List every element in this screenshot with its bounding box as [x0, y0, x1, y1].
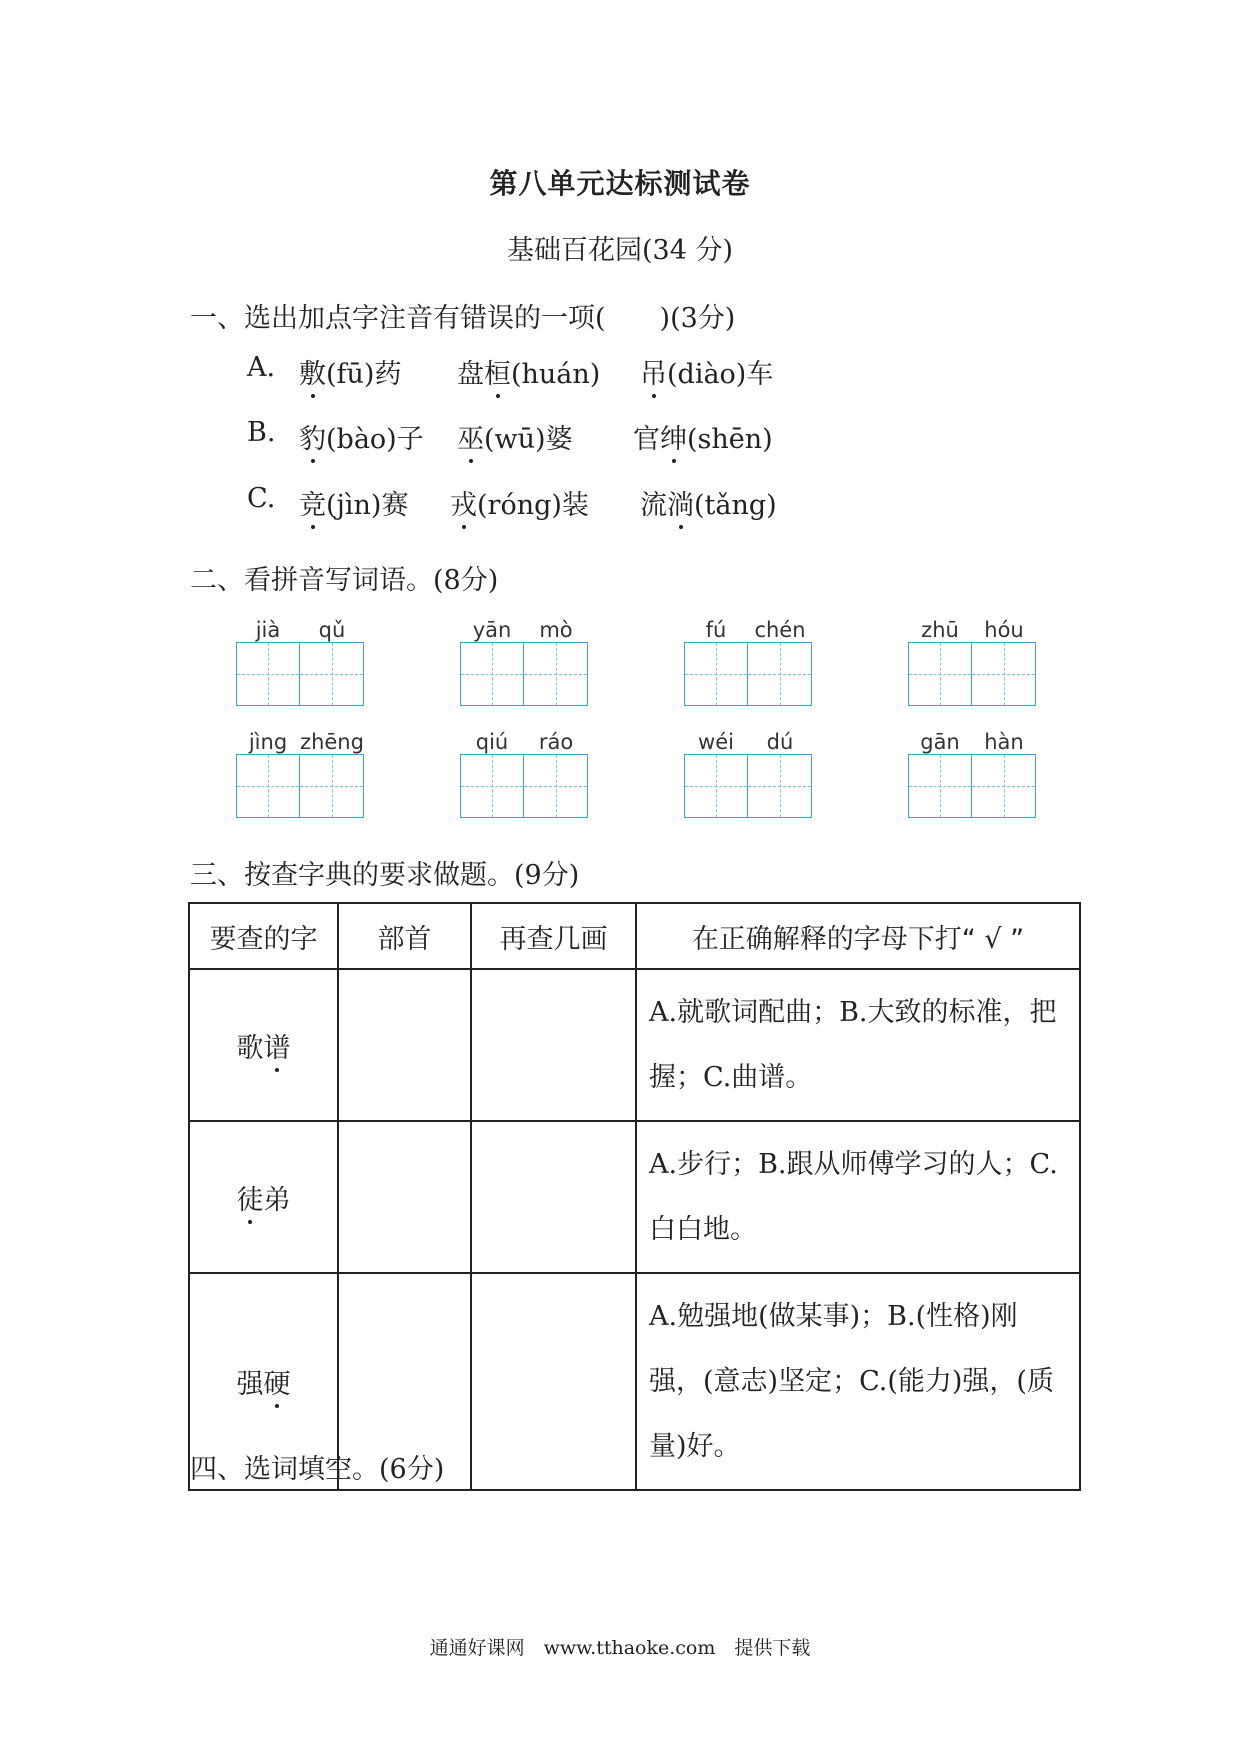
pinyin-word-4 — [908, 618, 1036, 706]
pinyin-label: ráo — [538, 730, 574, 754]
pinyin-label: gān — [920, 730, 960, 754]
question-4-prompt: 四、选词填空。(6分) — [190, 1454, 445, 1485]
option-item: 官绅(shēn) — [633, 417, 773, 456]
section-subtitle: 基础百花园(34 分) — [506, 235, 733, 266]
writing-box[interactable] — [748, 642, 812, 706]
option-label: B. — [247, 417, 276, 448]
question-2-prompt: 二、看拼音写词语。(8分) — [190, 565, 499, 596]
radical-answer-cell[interactable] — [338, 969, 471, 1121]
definition-options[interactable]: A.勉强地(做某事)；B.(性格)刚强，(意志)坚定；C.(能力)强，(质量)好。 — [636, 1273, 1080, 1490]
column-header: 再查几画 — [471, 903, 636, 969]
page-title: 第八单元达标测试卷 — [489, 167, 751, 200]
writing-box[interactable] — [524, 754, 588, 818]
pinyin-label: hóu — [984, 618, 1024, 642]
option-item: 流淌(tǎng) — [640, 483, 777, 522]
pinyin-word-1 — [236, 618, 364, 706]
stroke-answer-cell[interactable] — [471, 1121, 636, 1273]
option-item: 巫(wū)婆 — [457, 417, 573, 456]
pinyin-word-8 — [908, 730, 1036, 818]
writing-box[interactable] — [460, 754, 524, 818]
writing-box[interactable] — [684, 642, 748, 706]
option-item: 盘桓(huán) — [457, 352, 600, 391]
option-label: A. — [247, 352, 276, 383]
pinyin-label: mò — [539, 618, 573, 642]
pinyin-label: yān — [472, 618, 512, 642]
table-row — [189, 969, 1080, 1121]
option-item: 戎(róng)装 — [450, 483, 589, 522]
writing-box[interactable] — [908, 642, 972, 706]
pinyin-label: qǔ — [318, 618, 346, 642]
writing-box[interactable] — [524, 642, 588, 706]
pinyin-label: fú — [705, 618, 727, 642]
lookup-word: 歌谱 — [189, 969, 338, 1121]
pinyin-word-6 — [460, 730, 588, 818]
writing-box[interactable] — [908, 754, 972, 818]
pinyin-label: zhū — [921, 618, 959, 642]
pinyin-word-2 — [460, 618, 588, 706]
dictionary-table — [188, 902, 1085, 1491]
pinyin-label: dú — [766, 730, 794, 754]
pinyin-label: jìng — [248, 730, 288, 754]
option-row-a[interactable] — [247, 352, 774, 390]
stroke-answer-cell[interactable] — [471, 1273, 636, 1490]
writing-box[interactable] — [300, 642, 364, 706]
writing-box[interactable] — [972, 642, 1036, 706]
pinyin-label: wéi — [698, 730, 734, 754]
stroke-answer-cell[interactable] — [471, 969, 636, 1121]
option-label: C. — [247, 483, 276, 514]
question-3-prompt: 三、按查字典的要求做题。(9分) — [190, 860, 580, 891]
pinyin-label: qiú — [475, 730, 509, 754]
writing-box[interactable] — [300, 754, 364, 818]
lookup-word: 徒弟 — [189, 1121, 338, 1273]
pinyin-label: chén — [754, 618, 806, 642]
writing-box[interactable] — [236, 642, 300, 706]
writing-box[interactable] — [684, 754, 748, 818]
definition-options[interactable]: A.步行；B.跟从师傅学习的人；C. 白白地。 — [636, 1121, 1080, 1273]
option-item: 敷(fū)药 — [299, 352, 401, 391]
pinyin-word-7 — [684, 730, 812, 818]
column-header: 要查的字 — [189, 903, 338, 969]
pinyin-word-5 — [236, 730, 364, 818]
pinyin-word-3 — [684, 618, 812, 706]
option-row-c[interactable] — [247, 483, 777, 521]
option-item: 竞(jìn)赛 — [299, 483, 408, 522]
pinyin-label: jià — [255, 618, 281, 642]
option-item: 豹(bào)子 — [299, 417, 424, 456]
column-header: 在正确解释的字母下打“ √ ” — [636, 903, 1080, 969]
question-1-prompt: 一、选出加点字注音有错误的一项( )(3分) — [190, 303, 736, 334]
pinyin-label: hàn — [984, 730, 1024, 754]
definition-options[interactable]: A.就歌词配曲；B.大致的标准，把握；C.曲谱。 — [636, 969, 1080, 1121]
column-header: 部首 — [338, 903, 471, 969]
option-item: 吊(diào)车 — [640, 352, 773, 391]
radical-answer-cell[interactable] — [338, 1121, 471, 1273]
lookup-word: 强硬 — [189, 1273, 338, 1490]
writing-box[interactable] — [236, 754, 300, 818]
writing-box[interactable] — [748, 754, 812, 818]
footer-source: 通通好课网 www.tthaoke.com 提供下载 — [429, 1637, 811, 1659]
writing-box[interactable] — [972, 754, 1036, 818]
pinyin-label: zhēng — [300, 730, 364, 754]
table-row — [189, 1121, 1080, 1273]
writing-box[interactable] — [460, 642, 524, 706]
table-header-row — [189, 903, 1080, 969]
option-row-b[interactable] — [247, 417, 773, 455]
